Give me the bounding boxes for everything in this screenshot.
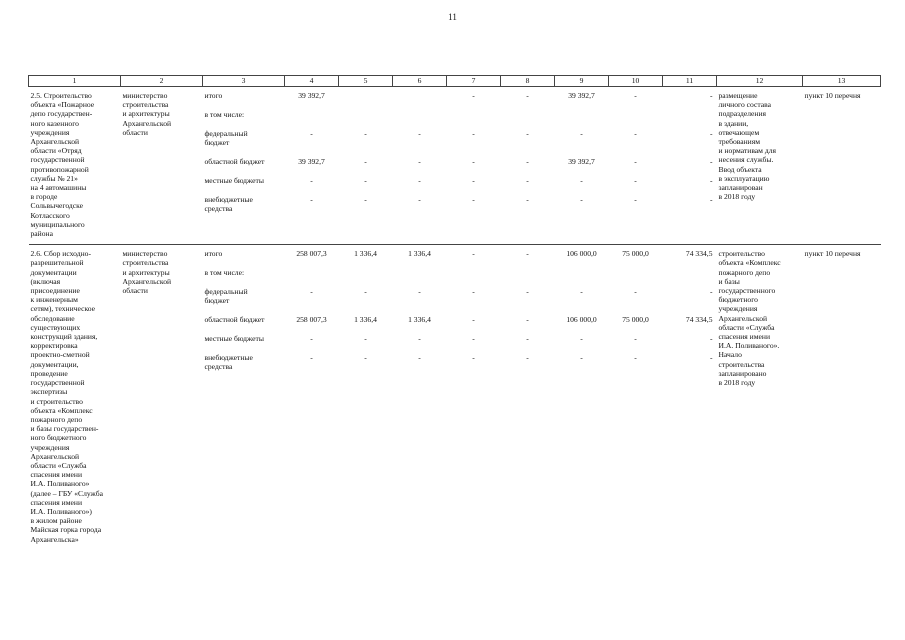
funding-value: -: [310, 129, 313, 138]
funding-value: 258 007,3: [296, 315, 327, 325]
executor: министерство строительства и архитектуры Архангельской области: [121, 87, 203, 245]
activity-title: 2.6. Сбор исходно- разрешительной документации (включая присоединение к инженерным сетям), техническое обследование существующих конструкций здания, корректировка проектно-сметной документации, проведение государственной экспертизы и строительство объекта «Комплекс пожарного депо и базы государствен- ного бюджетного учреждения Архангельской области «Служба спасения имени И.А. Поливаного» (далее – ГБУ «Служба спасения имени И.А. Поливаного») в жилом районе Майская горка города Архангельска»: [29, 245, 121, 550]
reference: пункт 10 перечня: [803, 245, 881, 550]
funding-value: -: [418, 176, 421, 185]
funding-value: [449, 268, 499, 287]
table-row: [29, 87, 881, 245]
funding-value: -: [526, 157, 529, 166]
funding-value: -: [526, 195, 529, 204]
funding-value: -: [634, 129, 637, 138]
funding-value: -: [709, 157, 713, 166]
funding-value: -: [580, 129, 583, 138]
funding-value: [341, 268, 391, 287]
value-cell: [393, 245, 447, 550]
funding-value: -: [472, 334, 475, 344]
funding-value: 39 392,7: [568, 91, 595, 100]
funding-value: -: [418, 195, 421, 204]
value-cell: [555, 245, 609, 550]
program-table: [28, 75, 881, 550]
value-cell: [555, 87, 609, 245]
funding-source-label: итого: [204, 249, 223, 259]
funding-value: -: [580, 334, 583, 344]
funding-value: -: [634, 195, 637, 204]
page-number: 11: [448, 12, 457, 22]
funding-value: -: [364, 334, 367, 344]
funding-value: -: [364, 129, 367, 138]
funding-value: [341, 91, 391, 110]
funding-value: -: [526, 249, 529, 259]
value-cell: [393, 87, 447, 245]
funding-value: -: [709, 91, 713, 100]
funding-value: -: [472, 195, 475, 204]
col-header: 3: [203, 76, 285, 87]
funding-value: 74 334,5: [685, 249, 713, 259]
funding-source-label: внебюджетные средства: [204, 195, 253, 214]
value-cell: [339, 87, 393, 245]
funding-source-label: в том числе:: [204, 268, 245, 278]
col-header: 7: [447, 76, 501, 87]
funding-value: [503, 268, 553, 287]
funding-value: -: [472, 176, 475, 185]
funding-value: -: [472, 157, 475, 166]
col-header: 10: [609, 76, 663, 87]
funding-value: 39 392,7: [298, 157, 325, 166]
funding-value: -: [526, 176, 529, 185]
funding-source-label: внебюджетные средства: [204, 353, 253, 372]
funding-value: 75 000,0: [622, 315, 649, 325]
funding-value: 39 392,7: [298, 91, 325, 100]
value-cell: [285, 87, 339, 245]
reference: пункт 10 перечня: [803, 87, 881, 245]
executor: министерство строительства и архитектуры Архангельской области: [121, 245, 203, 550]
funding-value: -: [526, 353, 529, 363]
funding-source-label: местные бюджеты: [204, 334, 264, 344]
value-cell: [447, 87, 501, 245]
funding-value: -: [709, 287, 713, 297]
funding-value: [395, 268, 445, 287]
value-cell: [609, 87, 663, 245]
funding-value: -: [526, 287, 529, 297]
funding-value: -: [418, 334, 421, 344]
funding-value: 1 336,4: [354, 249, 377, 259]
funding-value: 106 000,0: [566, 315, 597, 325]
funding-value: [287, 110, 337, 129]
activity-title: 2.5. Строительство объекта «Пожарное депо государствен- ного казенного учреждения Архангельской области «Отряд государственной противопожарной службы № 21» на 4 автомашины в городе Сольвычегодске Котласского муниципального района: [29, 87, 121, 245]
value-cell: [663, 87, 717, 245]
funding-value: 1 336,4: [408, 315, 431, 325]
funding-value: [449, 110, 499, 129]
funding-value: -: [634, 91, 637, 100]
funding-value: [557, 268, 607, 287]
funding-value: -: [364, 176, 367, 185]
funding-value: -: [526, 334, 529, 344]
funding-value: -: [310, 176, 313, 185]
funding-value: -: [418, 353, 421, 363]
funding-value: -: [634, 334, 637, 344]
funding-value: -: [526, 129, 529, 138]
funding-value: [611, 268, 661, 287]
value-cell: [663, 245, 717, 550]
col-header: 12: [717, 76, 803, 87]
funding-value: 75 000,0: [622, 249, 649, 259]
funding-source-label: областной бюджет: [204, 315, 265, 325]
funding-value: -: [310, 195, 313, 204]
value-cell: [339, 245, 393, 550]
col-header: 2: [121, 76, 203, 87]
funding-value: -: [526, 91, 529, 100]
funding-source-label: в том числе:: [204, 110, 245, 119]
funding-value: 258 007,3: [296, 249, 327, 259]
funding-value: -: [709, 353, 713, 363]
funding-value: [665, 110, 713, 129]
header-row: [29, 76, 881, 87]
funding-value: -: [364, 195, 367, 204]
funding-value: -: [634, 176, 637, 185]
funding-value: -: [310, 287, 313, 297]
funding-source-label: федеральный бюджет: [204, 287, 248, 306]
funding-value: -: [472, 287, 475, 297]
funding-value: -: [472, 129, 475, 138]
funding-value: -: [709, 129, 713, 138]
funding-value: -: [709, 334, 713, 344]
col-header: 1: [29, 76, 121, 87]
funding-value: -: [364, 157, 367, 166]
funding-value: 74 334,5: [685, 315, 713, 325]
col-header: 8: [501, 76, 555, 87]
funding-source-label: областной бюджет: [204, 157, 265, 166]
funding-value: -: [634, 157, 637, 166]
col-header: 4: [285, 76, 339, 87]
funding-value: 106 000,0: [566, 249, 597, 259]
col-header: 5: [339, 76, 393, 87]
funding-sources: [203, 87, 285, 245]
col-header: 13: [803, 76, 881, 87]
col-header: 11: [663, 76, 717, 87]
funding-value: [395, 110, 445, 129]
funding-value: [557, 110, 607, 129]
funding-value: -: [709, 195, 713, 204]
funding-value: -: [580, 195, 583, 204]
funding-value: 39 392,7: [568, 157, 595, 166]
funding-value: -: [580, 176, 583, 185]
funding-value: -: [310, 334, 313, 344]
funding-value: -: [418, 129, 421, 138]
funding-value: -: [364, 353, 367, 363]
value-cell: [447, 245, 501, 550]
funding-value: -: [418, 287, 421, 297]
funding-value: -: [310, 353, 313, 363]
funding-source-label: местные бюджеты: [204, 176, 264, 185]
funding-value: -: [472, 249, 475, 259]
value-cell: [609, 245, 663, 550]
funding-value: -: [634, 353, 637, 363]
value-cell: [501, 245, 555, 550]
funding-value: -: [472, 353, 475, 363]
funding-value: [395, 91, 445, 110]
funding-value: -: [580, 287, 583, 297]
funding-sources: [203, 245, 285, 550]
table-row: [29, 245, 881, 550]
funding-value: [665, 268, 713, 287]
expected-result: строительство объекта «Комплекс пожарного депо и базы государственного бюджетного учреждения Архангельской области «Служба спасения имени И.А. Поливаного». Начало строительства запланировано в 2018 году: [717, 245, 803, 550]
expected-result: размещение личного состава подразделения в здании, отвечающем требованиям и нормативам для несения службы. Ввод объекта в эксплуатацию запланирован в 2018 году: [717, 87, 803, 245]
value-cell: [285, 245, 339, 550]
funding-value: -: [709, 176, 713, 185]
funding-value: -: [472, 315, 475, 325]
funding-value: -: [418, 157, 421, 166]
funding-value: -: [472, 91, 475, 100]
funding-value: 1 336,4: [408, 249, 431, 259]
funding-value: -: [580, 353, 583, 363]
funding-value: -: [526, 315, 529, 325]
funding-source-label: итого: [204, 91, 223, 100]
col-header: 9: [555, 76, 609, 87]
funding-value: -: [364, 287, 367, 297]
funding-value: [611, 110, 661, 129]
value-cell: [501, 87, 555, 245]
funding-value: [287, 268, 337, 287]
col-header: 6: [393, 76, 447, 87]
funding-value: 1 336,4: [354, 315, 377, 325]
funding-value: [341, 110, 391, 129]
funding-value: [503, 110, 553, 129]
funding-source-label: федеральный бюджет: [204, 129, 248, 148]
funding-value: -: [634, 287, 637, 297]
